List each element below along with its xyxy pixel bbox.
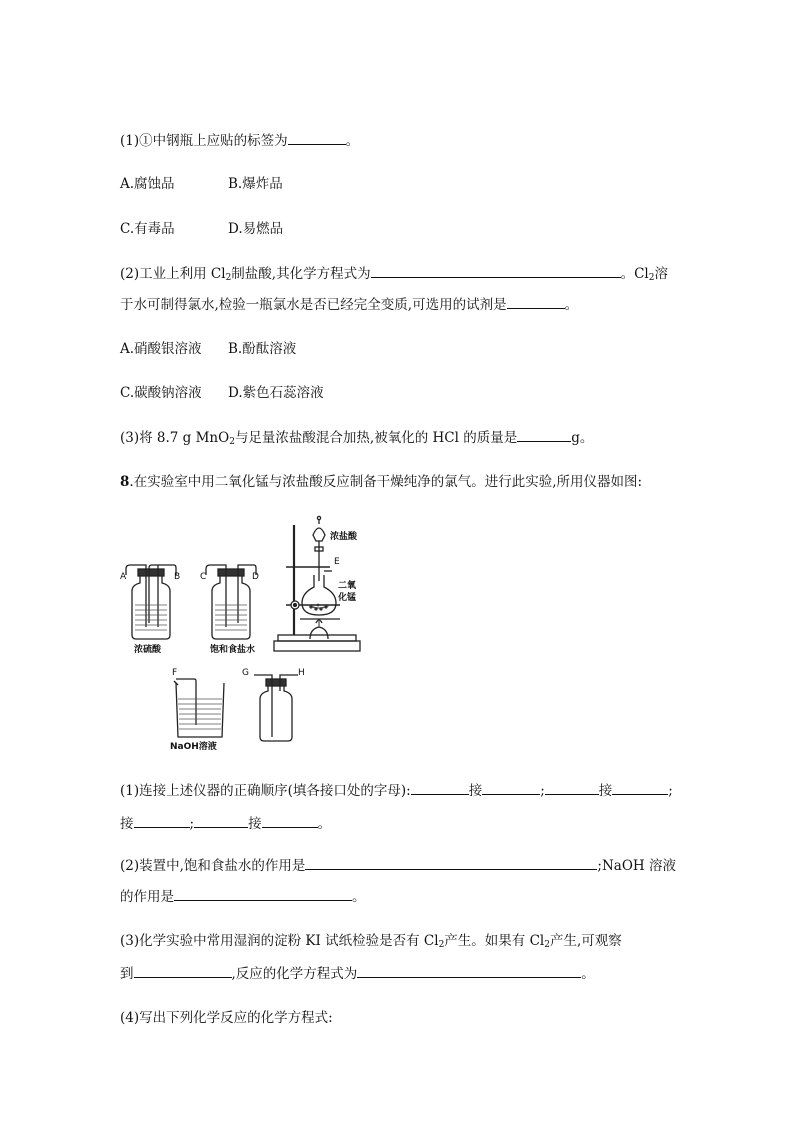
q8-part3-line2: 到 ,反应的化学方程式为 。	[120, 963, 595, 984]
answer-blank[interactable]	[134, 813, 190, 828]
label-mno2-1: 二氧	[338, 581, 357, 591]
port-f: F	[172, 668, 178, 678]
q1-part2-line1: (2)工业上利用 $Cl_2$制盐酸,其化学方程式为 。$Cl_2$溶	[120, 263, 668, 288]
answer-blank[interactable]	[411, 780, 469, 795]
q8-stem: 8.在实验室中用二氧化锰与浓盐酸反应制备干燥纯净的氯气。进行此实验,所用仪器如图:	[120, 474, 643, 490]
option-d[interactable]: D.紫色石蕊溶液	[228, 385, 324, 401]
option-b[interactable]: B.爆炸品	[228, 176, 283, 192]
port-c: C	[200, 572, 207, 582]
answer-blank[interactable]	[612, 780, 668, 795]
option-c[interactable]: C.有毒品	[120, 221, 175, 237]
q1-options2-cd	[120, 383, 324, 403]
bottle-conc-sulfuric	[126, 565, 176, 639]
port-a: A	[120, 572, 127, 582]
q1-options-cd	[120, 219, 283, 239]
q8-part1-line2: 接 ; 接 。	[120, 813, 331, 834]
answer-blank[interactable]	[482, 780, 540, 795]
answer-blank[interactable]	[134, 963, 232, 978]
option-a[interactable]: A.腐蚀品	[120, 176, 175, 192]
q1-options2-ab	[120, 339, 296, 359]
label-brine: 饱和食盐水	[210, 645, 256, 655]
port-d: D	[252, 572, 259, 582]
bottle-collect	[254, 675, 298, 741]
answer-blank[interactable]	[545, 780, 599, 795]
q1-part2-line2: 于水可制得氯水,检验一瓶氯水是否已经完全变质,可选用的试剂是 。	[120, 294, 578, 315]
option-d[interactable]: D.易燃品	[228, 221, 284, 237]
option-c[interactable]: C.碳酸钠溶液	[120, 385, 202, 401]
beaker-naoh	[174, 679, 224, 737]
label-conc-hcl: 浓盐酸	[330, 532, 358, 542]
answer-blank[interactable]	[194, 813, 248, 828]
q1-options-ab	[120, 174, 283, 194]
answer-blank[interactable]	[357, 963, 581, 978]
port-e: E	[334, 557, 340, 567]
q8-part1-line1: (1)连接上述仪器的正确顺序(填各接口处的字母): 接 ; 接 ;	[120, 780, 673, 801]
q8-part2-line2: 的作用是 。	[120, 886, 366, 907]
option-b[interactable]: B.酚酞溶液	[228, 341, 297, 357]
port-b: B	[174, 572, 181, 582]
port-g: G	[242, 668, 249, 678]
answer-blank[interactable]	[517, 427, 571, 442]
label-mno2-2: 化锰	[338, 593, 357, 603]
q1-part3: (3)将 8.7 g MnO$_2$与足量浓盐酸混合加热,被氧化的 HCl 的质量是 g。	[120, 427, 593, 452]
answer-blank[interactable]	[305, 855, 597, 870]
answer-blank[interactable]	[371, 263, 621, 278]
option-a[interactable]: A.硝酸银溶液	[120, 341, 202, 357]
q1-part1: (1)①中钢瓶上应贴的标签为 。	[120, 130, 359, 151]
answer-blank[interactable]	[288, 130, 346, 145]
q8-part4: (4)写出下列化学反应的化学方程式:	[120, 1010, 333, 1026]
label-naoh: NaOH溶液	[170, 742, 217, 752]
answer-blank[interactable]	[174, 886, 352, 901]
label-conc-sulfuric: 浓硫酸	[134, 645, 162, 655]
bottle-brine	[206, 565, 256, 639]
question-number: 8	[120, 474, 130, 490]
port-h: H	[298, 668, 305, 678]
answer-blank[interactable]	[262, 813, 318, 828]
apparatus-figure	[118, 515, 368, 755]
q8-part3-line1: (3)化学实验中常用湿润的淀粉 KI 试纸检验是否有 $Cl_2$产生。如果有 $Cl_2$产生,可观察	[120, 933, 622, 950]
answer-blank[interactable]	[507, 294, 565, 309]
q8-part2-line1: (2)装置中,饱和食盐水的作用是 ;NaOH 溶液	[120, 855, 676, 876]
